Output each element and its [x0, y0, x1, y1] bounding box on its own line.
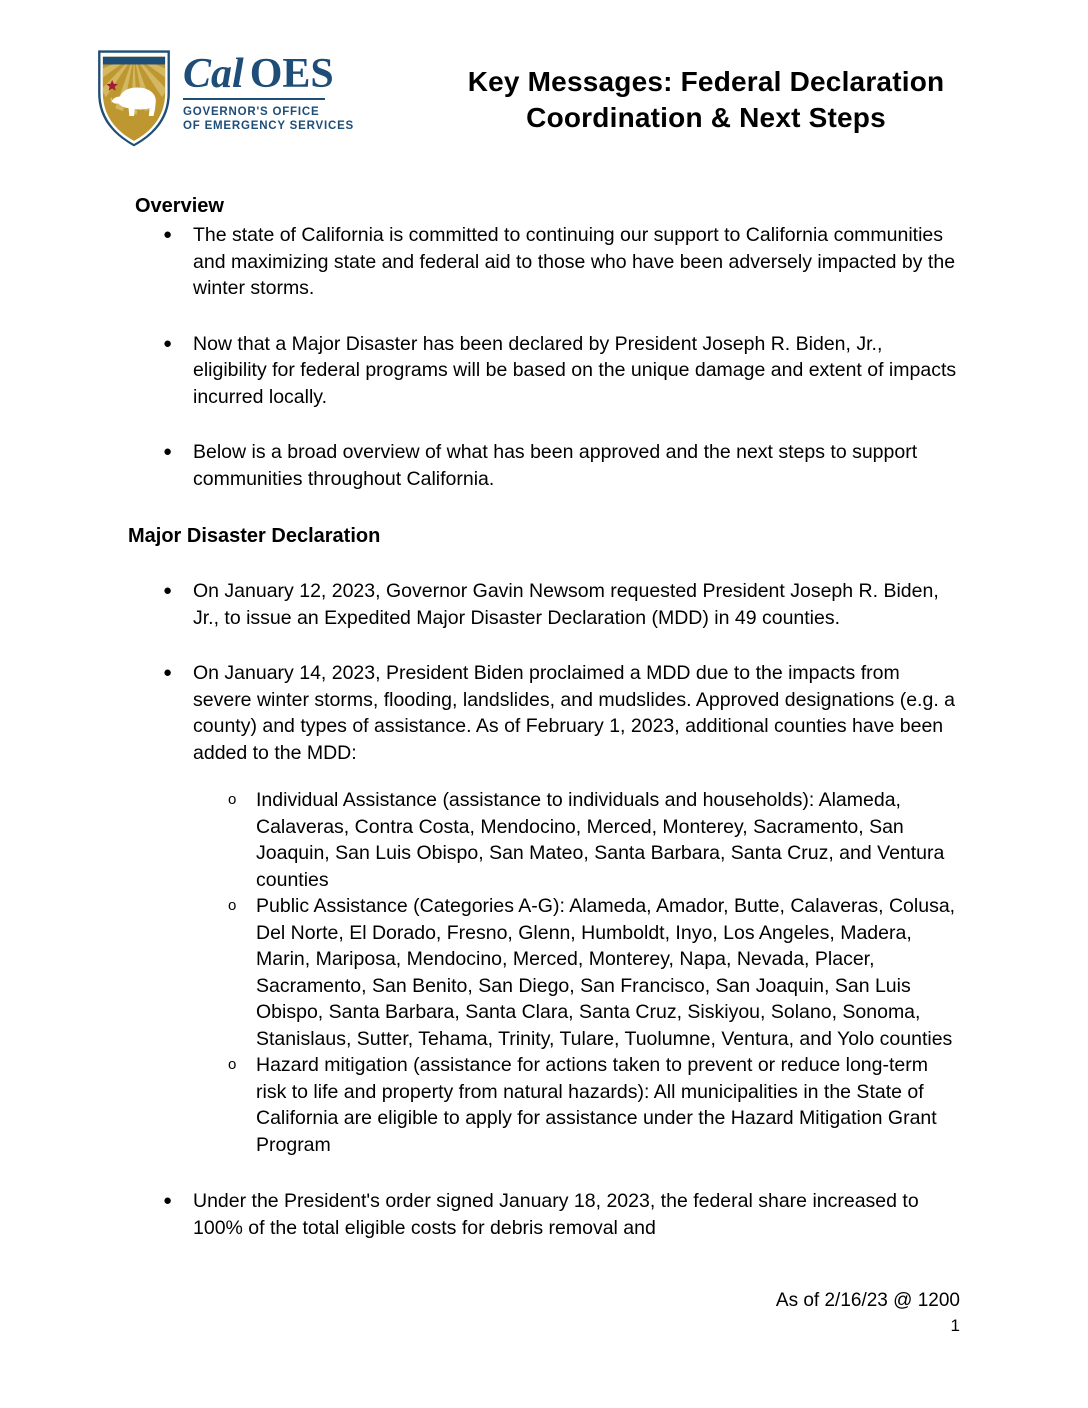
page-title-line1: Key Messages: Federal Declaration: [467, 66, 945, 97]
cal-oes-logo: [95, 46, 354, 150]
list-item: [128, 439, 960, 492]
cal-oes-brand-text: [183, 51, 354, 97]
logo-subtitle-line2: OF EMERGENCY SERVICES: [183, 120, 355, 132]
document-footer: [776, 1288, 960, 1338]
mdd-closing-bullet-list: [128, 1188, 960, 1241]
page-title: [394, 46, 1018, 136]
sub-bullet-text: Public Assistance (Categories A-G): Alameda, Amador, Butte, Calaveras, Colusa, Del Norte, El Dorado, Fresno, Glenn, Humboldt, Inyo, Los Angeles, Madera, Marin, Mariposa, Mendocino, Merced, Monterey, Napa, Nevada, Placer, Sacramento, San Benito, San Diego, San Francisco, San Joaquin, San Luis Obispo, Santa Barbara, Santa Clara, Santa Cruz, Siskiyou, Solano, Sonoma, Stanislaus, Sutter, Tehama, Trinity, Tulare, Tuolumne, Ventura, and Yolo counties: [256, 895, 956, 1050]
sub-bullet-marker: o: [228, 897, 237, 914]
brand-divider: [183, 98, 325, 100]
bullet-marker: ●: [163, 664, 173, 681]
sub-bullet-marker: o: [228, 1056, 237, 1073]
bullet-marker: ●: [163, 1192, 173, 1209]
mdd-sub-bullet-list: [128, 787, 960, 1158]
sub-bullet-marker: o: [228, 791, 237, 808]
overview-heading: Overview: [135, 195, 224, 217]
sub-bullet-text: Hazard mitigation (assistance for actions taken to prevent or reduce long-term risk to life and property from natural hazards): All municipalities in the State of California are eligible to apply for assistance under the Hazard Mitigation Grant Program: [256, 1054, 937, 1156]
list-item: [128, 331, 960, 411]
list-item: [128, 893, 960, 1052]
document-header: [0, 0, 1088, 150]
bullet-marker: ●: [163, 334, 173, 352]
bullet-text: Now that a Major Disaster has been declared by President Joseph R. Biden, Jr., eligibility for federal programs will be based on the unique damage and extent of impacts incurred locally.: [193, 332, 957, 408]
list-item: [128, 578, 960, 631]
brand-cal: Cal: [183, 51, 244, 97]
list-item: [128, 222, 960, 302]
bullet-marker: ●: [163, 443, 173, 460]
bullet-marker: ●: [163, 582, 173, 599]
brand-oes: OES: [249, 51, 334, 97]
page-title-line2: Coordination & Next Steps: [526, 102, 886, 133]
cal-oes-shield-icon: [95, 46, 173, 150]
bullet-text: Below is a broad overview of what has been approved and the next steps to support communities throughout California.: [193, 441, 918, 490]
list-item: [128, 1052, 960, 1158]
logo-subtitle-line1: GOVERNOR'S OFFICE: [183, 106, 320, 118]
bullet-text: On January 12, 2023, Governor Gavin Newsom requested President Joseph R. Biden, Jr., to issue an Expedited Major Disaster Declaration (MDD) in 49 counties.: [193, 580, 939, 629]
mdd-bullet-list: [128, 578, 960, 766]
sub-bullet-text: Individual Assistance (assistance to individuals and households): Alameda, Calaveras, Contra Costa, Mendocino, Merced, Monterey, Sacramento, San Joaquin, San Luis Obispo, San Mateo, Santa Barbara, Santa Cruz, and Ventura counties: [256, 789, 945, 891]
mdd-heading: Major Disaster Declaration: [128, 525, 381, 547]
cal-oes-wordmark: [183, 46, 354, 133]
overview-bullet-list: [128, 222, 960, 492]
list-item: [128, 660, 960, 766]
page-number: 1: [950, 1316, 960, 1335]
bullet-marker: ●: [163, 226, 173, 243]
as-of-timestamp: As of 2/16/23 @ 1200: [775, 1290, 960, 1311]
bullet-text: On January 14, 2023, President Biden proclaimed a MDD due to the impacts from severe winter storms, flooding, landslides, and mudslides. Approved designations (e.g. a county) and types of assistance. As of February 1, 2023, additional counties have been added to the MDD:: [193, 662, 956, 764]
document-body: [0, 194, 1088, 1241]
bullet-text: Under the President's order signed January 18, 2023, the federal share increased to 100% of the total eligible costs for debris removal and: [193, 1190, 919, 1239]
bullet-text: The state of California is committed to continuing our support to California communities and maximizing state and federal aid to those who have been adversely impacted by the winter storms.: [193, 224, 956, 299]
list-item: [128, 787, 960, 893]
list-item: [128, 1188, 960, 1241]
